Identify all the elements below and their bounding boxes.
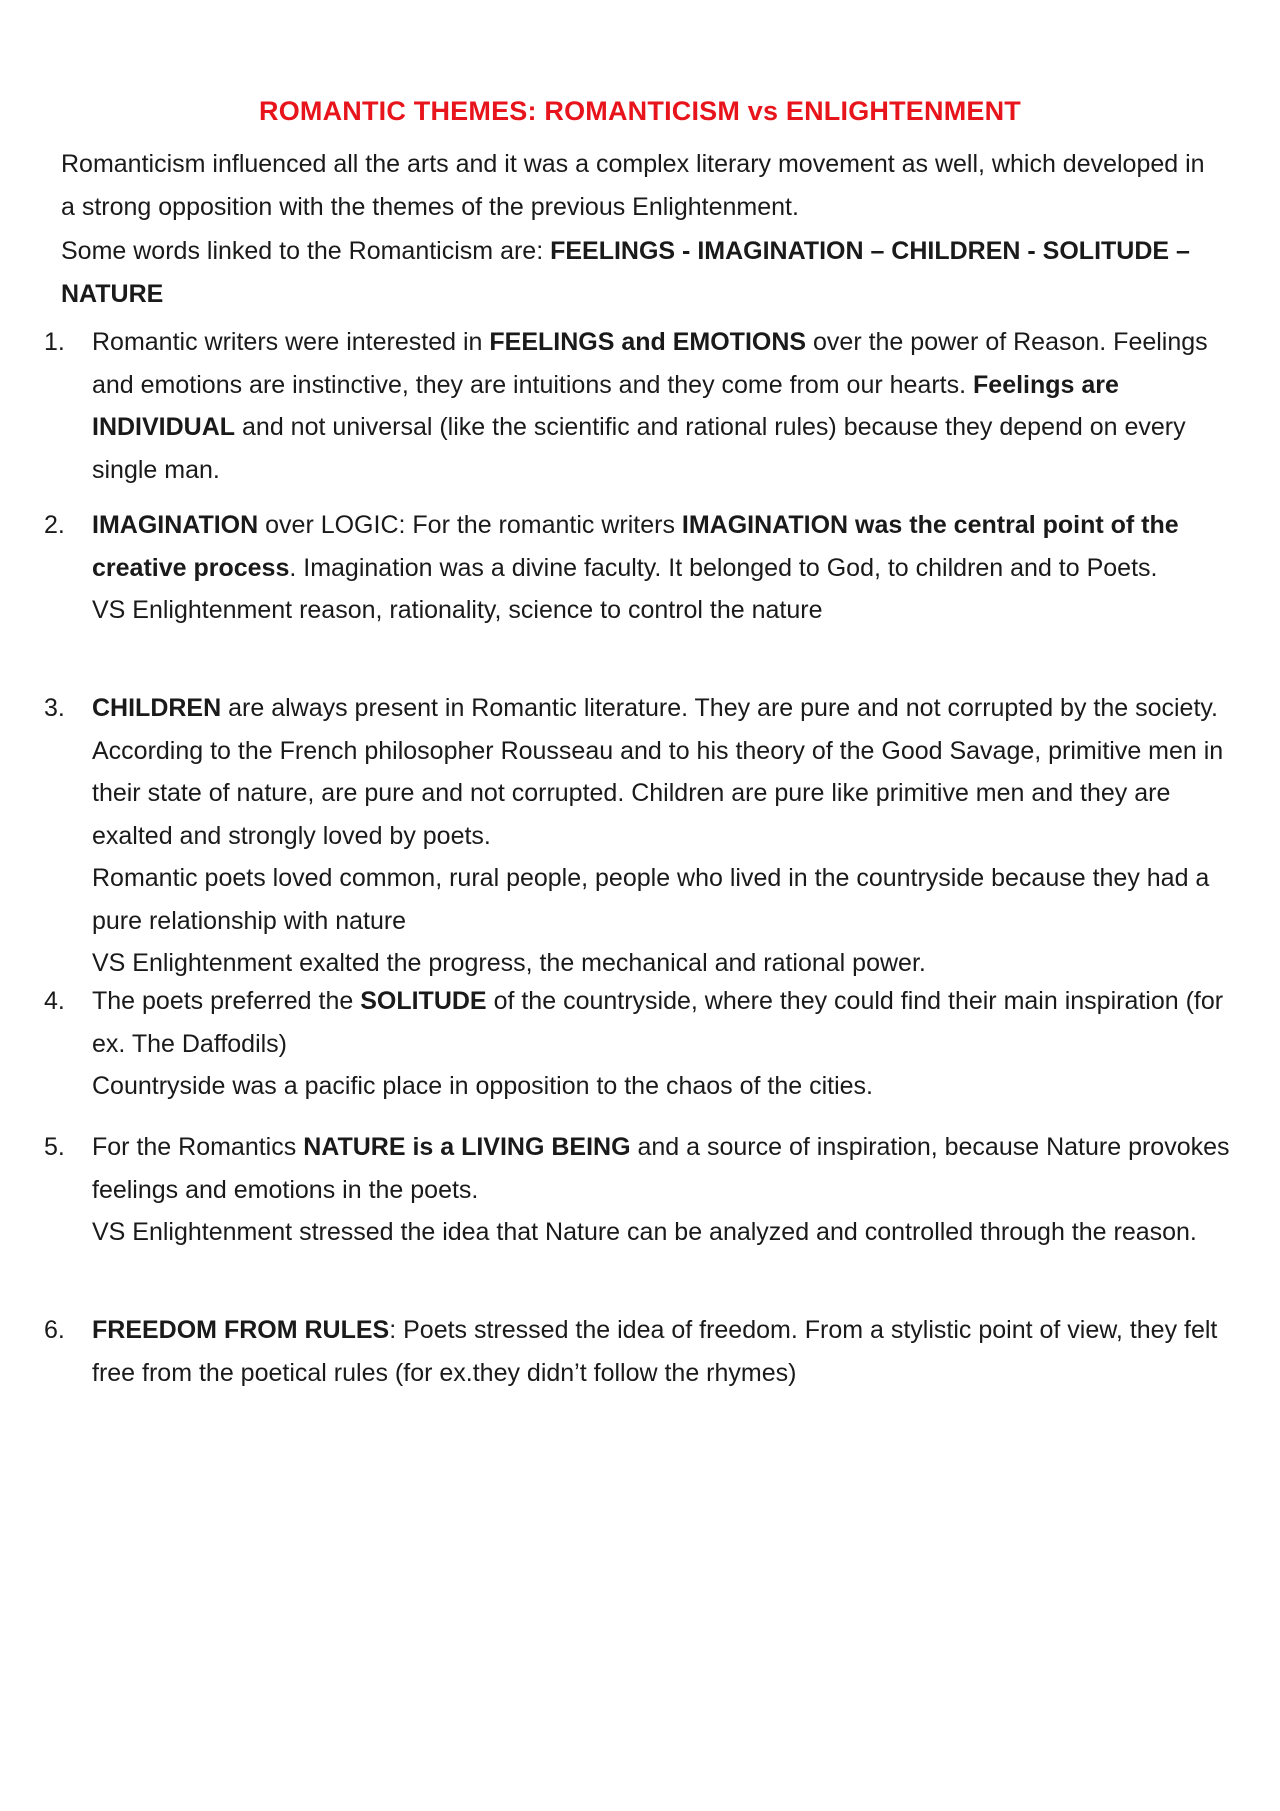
item-number: 5.: [44, 1133, 65, 1161]
item-text: The poets preferred the: [92, 987, 361, 1015]
item-text: Romantic poets loved common, rural people, people who lived in the countryside because they had a pure relationship with nature: [92, 864, 1210, 935]
item-number: 6.: [44, 1316, 65, 1344]
item-body: [92, 504, 1242, 632]
item-emphasis: SOLITUDE: [360, 987, 487, 1015]
item-text: and not universal (like the scientific and rational rules) because they depend on every single man.: [92, 413, 1186, 484]
item-body: [92, 1126, 1242, 1254]
intro-text: Romanticism influenced all the arts and it was a complex literary movement as well, which developed in a strong opposition with the themes of the previous Enlightenment.: [61, 150, 1205, 221]
item-text: . Imagination was a divine faculty. It belonged to God, to children and to Poets.: [289, 553, 1158, 582]
intro-paragraph: [61, 143, 1221, 228]
item-contrast: VS Enlightenment reason, rationality, science to control the nature: [92, 596, 823, 624]
item-emphasis: CHILDREN: [92, 694, 222, 722]
item-emphasis: FEELINGS and EMOTIONS: [489, 328, 807, 356]
item-body: [92, 1309, 1242, 1394]
item-emphasis: FREEDOM FROM RULES: [92, 1316, 390, 1344]
item-number: 4.: [44, 987, 65, 1015]
item-text: Romantic writers were interested in: [92, 328, 490, 356]
item-text: over LOGIC: For the romantic writers: [258, 511, 682, 539]
item-text: For the Romantics: [92, 1133, 304, 1161]
item-body: [92, 321, 1242, 491]
item-text: : Poets stressed the idea of freedom. From a stylistic point of view, they felt free from the poetical rules (for ex.they didn’t follow the rhymes): [92, 1316, 1218, 1387]
item-text: Countryside was a pacific place in opposition to the chaos of the cities.: [92, 1072, 873, 1100]
keywords-paragraph: [61, 230, 1221, 315]
item-text: are always present in Romantic literature. They are pure and not corrupted by the society. According to the French philosopher Rousseau and to his theory of the Good Savage, primitive men in their state of nature, are pure and not corrupted. Children are pure like primitive men and they are exalted and strongly loved by poets.: [92, 694, 1224, 850]
item-emphasis: IMAGINATION was the central point of the creative process: [92, 511, 1179, 582]
item-emphasis: Feelings are INDIVIDUAL: [92, 370, 1119, 441]
keywords-list: FEELINGS - IMAGINATION – CHILDREN - SOLITUDE – NATURE: [61, 237, 1190, 308]
item-number: 3.: [44, 694, 65, 722]
item-text: and a source of inspiration, because Nature provokes feelings and emotions in the poets.: [92, 1133, 1230, 1204]
item-emphasis: NATURE is a LIVING BEING: [303, 1133, 631, 1161]
keywords-lead: Some words linked to the Romanticism are:: [61, 237, 551, 265]
item-contrast: VS Enlightenment exalted the progress, the mechanical and rational power.: [92, 949, 926, 977]
item-number: 2.: [44, 511, 65, 539]
item-emphasis: IMAGINATION: [92, 511, 259, 539]
item-body: [92, 687, 1242, 985]
page-title: ROMANTIC THEMES: ROMANTICISM vs ENLIGHTENMENT: [259, 96, 1021, 126]
item-text: of the countryside, where they could find their main inspiration (for ex. The Daffodils): [92, 987, 1224, 1058]
item-body: [92, 980, 1242, 1108]
item-text: over the power of Reason. Feelings and emotions are instinctive, they are intuitions and they come from our hearts.: [92, 328, 1208, 399]
item-contrast: VS Enlightenment stressed the idea that Nature can be analyzed and controlled through the reason.: [92, 1218, 1197, 1246]
item-number: 1.: [44, 328, 65, 356]
